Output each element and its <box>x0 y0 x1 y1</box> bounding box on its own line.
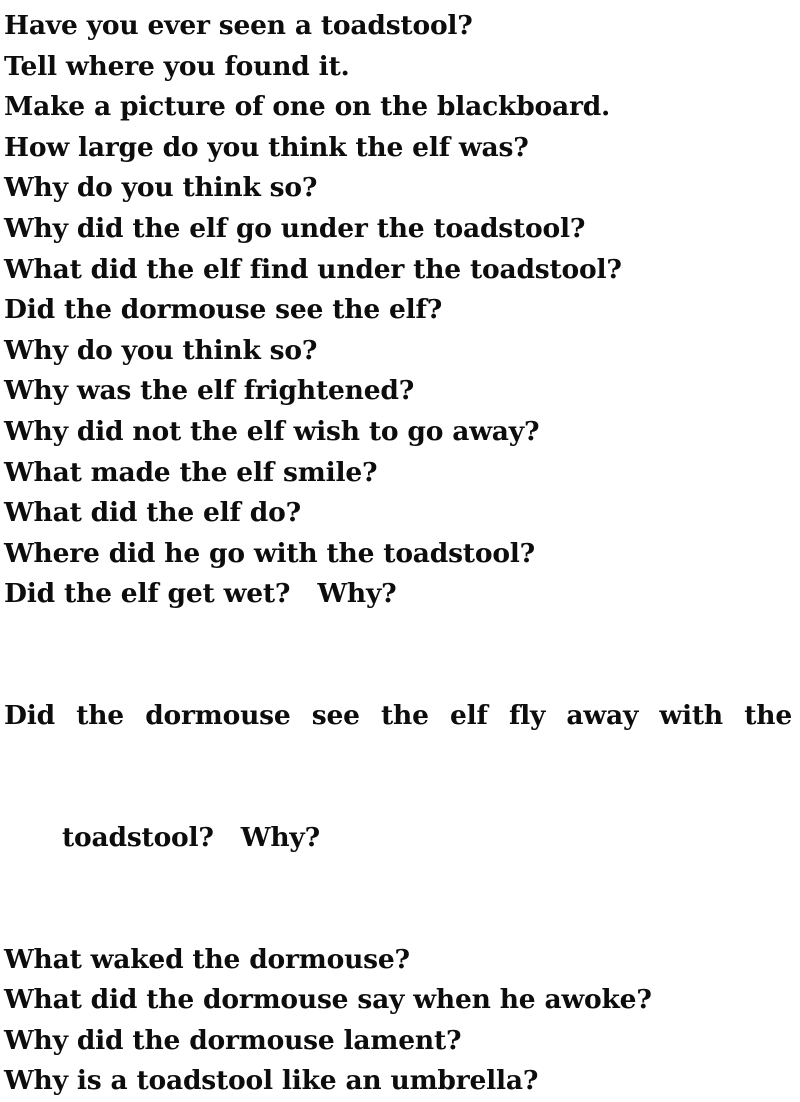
question-item: Make a picture of one on the blackboard. <box>4 91 611 123</box>
question-item: Why did not the elf wish to go away? <box>4 415 540 447</box>
question-line-continuation: toadstool? Why? <box>62 821 320 853</box>
question-item: What waked the dormouse? <box>4 943 410 975</box>
question-item: Where did he go with the toadstool? <box>4 537 535 569</box>
question-item: Why did the dormouse lament? <box>4 1024 462 1056</box>
question-item: What made the elf smile? <box>4 456 378 488</box>
question-item: Why do you think so? <box>4 334 318 366</box>
question-item: How large do you think the elf was? <box>4 131 529 163</box>
question-item: Why do you think so? <box>4 172 318 204</box>
question-item: Why was the elf frightened? <box>4 375 415 407</box>
question-item: Have you ever seen a toadstool? <box>4 10 473 41</box>
question-item: What did the dormouse say when he awoke? <box>4 984 652 1016</box>
question-item: Why did the elf go under the toadstool? <box>4 212 586 244</box>
question-item: Why is a toadstool like an umbrella? <box>4 1065 539 1097</box>
question-item: What did the elf do? <box>4 497 301 529</box>
question-item: Did the dormouse see the elf? <box>4 294 443 326</box>
question-line-first: Did the dormouse see the elf fly away with the <box>4 700 792 732</box>
question-list <box>4 6 790 1102</box>
question-item: Tell where you found it. <box>4 50 350 82</box>
question-item-wrapped <box>4 615 790 940</box>
question-item: Did the elf get wet? Why? <box>4 578 397 610</box>
question-item: What did the elf find under the toadstool? <box>4 253 622 285</box>
